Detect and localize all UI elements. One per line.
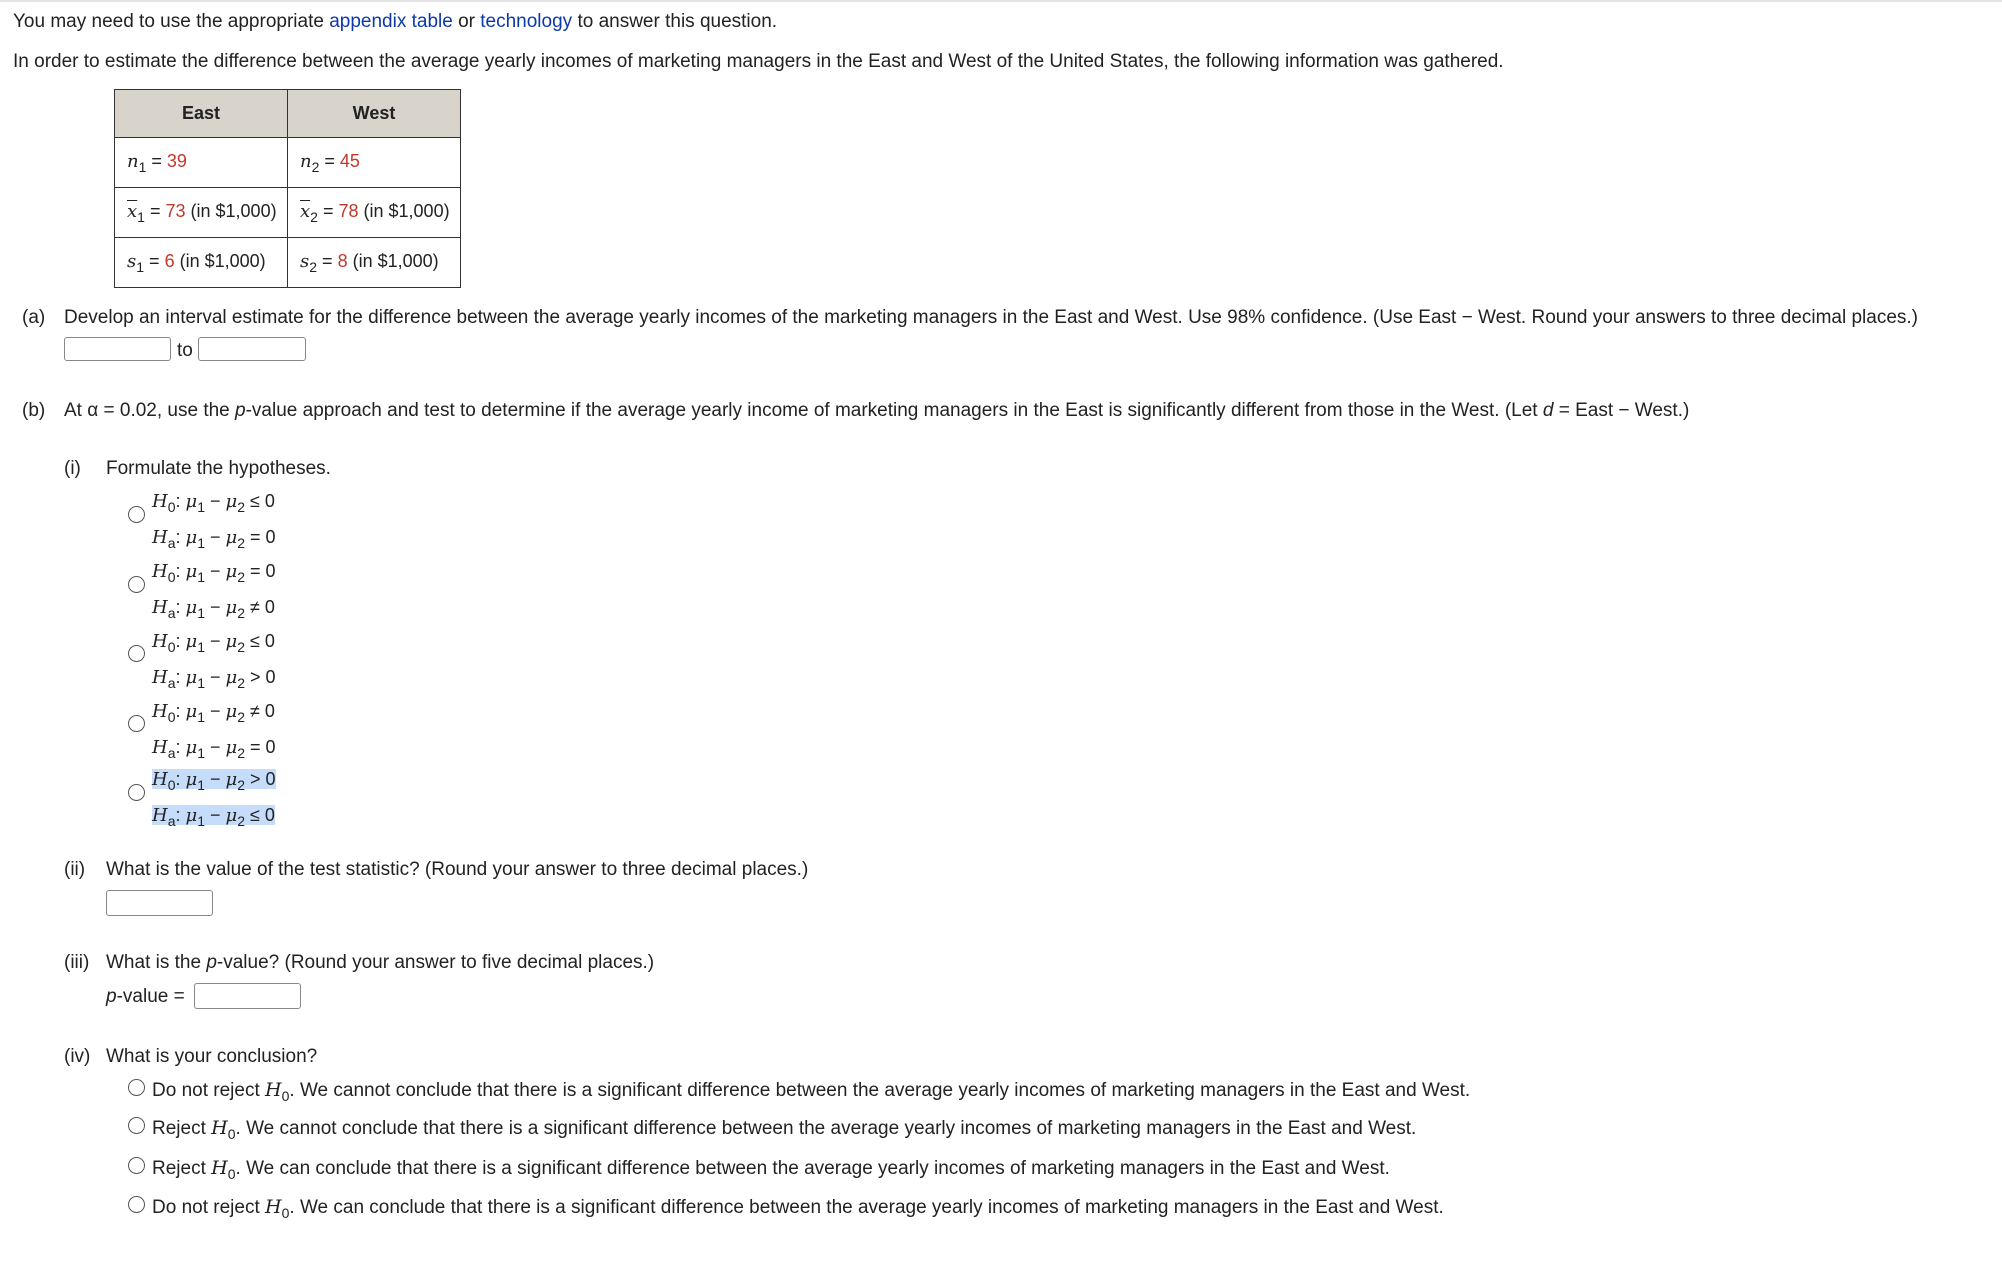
h0-line: $H_0$: $\mu_1 - \mu_2 \le 0$ [152,631,275,655]
part-iii-text [106,952,654,974]
h0-line: $H_0$: $\mu_1 - \mu_2 \le 0$ [152,491,275,515]
conclusion-text: . We cannot conclude that there is a significant difference between the average yearly incomes of marketing managers in the East and West. [235,1118,1417,1139]
p-italic: p [106,986,117,1007]
ha-line: $H_a$: $\mu_1 - \mu_2 \ne 0$ [152,597,275,621]
ha-operator: = 0 [250,527,276,547]
xbar2-value: 78 [338,200,359,221]
hypothesis-option-3[interactable] [152,626,276,698]
conclusion-option-2[interactable]: Reject $H_0$. We cannot conclude that there is a significant difference between the average yearly incomes of marketing managers in the East and West. [152,1117,1417,1142]
conclusion-action: Reject [152,1158,206,1179]
unit-label: (in $1,000) [190,200,277,221]
xbar1-value: 73 [165,200,186,221]
p-italic: p [235,400,246,421]
conclusion-text: . We cannot conclude that there is a significant difference between the average yearly incomes of marketing managers in the East and West. [289,1080,1471,1101]
conclusion-option-4-radio[interactable] [128,1196,145,1213]
intro-line [13,11,777,33]
hypothesis-option-2[interactable] [152,556,276,628]
cell-n2: $n_2 = 45$ [288,138,461,188]
conclusion-option-4[interactable]: Do not reject $H_0$. We can conclude that there is a significant difference between the average yearly incomes of marketing managers in the East and West. [152,1196,1444,1221]
d-italic: d [1542,400,1554,421]
unit-label: (in $1,000) [363,200,450,221]
n2-value: 45 [339,150,360,171]
ha-operator: ≤ 0 [250,805,275,825]
alpha-value: α = 0.02 [87,400,157,421]
header-east: East [115,90,288,138]
ha-operator: ≠ 0 [250,597,275,617]
ha-line: $H_a$: $\mu_1 - \mu_2 = 0$ [152,527,276,551]
ha-line: $H_a$: $\mu_1 - \mu_2 > 0$ [152,667,276,691]
part-a-text: Develop an interval estimate for the difference between the average yearly incomes of the marketing managers in the East and West. Use 98% confidence. (Use East − West. Round your answers to three decimal places.) [64,307,1918,328]
ha-line: $H_a$: $\mu_1 - \mu_2 = 0$ [152,737,276,761]
top-border [0,0,2002,2]
conclusion-action: Reject [152,1118,206,1139]
h0-operator: = 0 [250,561,276,581]
part-b-text [64,400,1689,422]
conclusion-option-1-radio[interactable] [128,1079,145,1096]
problem-text: In order to estimate the difference between the average yearly incomes of marketing managers in the East and West of the United States, the following information was gathered. [13,51,1504,72]
hypothesis-option-5-radio[interactable] [128,784,145,801]
part-iii-post: -value? (Round your answer to five decimal places.) [216,952,655,973]
part-ii-label: (ii) [64,859,86,880]
cell-xbar2: $\overline{x}_2 = 78$ (in $1,000) [288,188,461,238]
interval-upper-input[interactable] [198,337,306,361]
h0-operator: > 0 [250,769,276,789]
unit-label: (in $1,000) [352,250,439,271]
intro-pre: You may need to use the appropriate [13,11,330,32]
to-label: to [177,340,193,361]
header-west: West [288,90,461,138]
ha-operator: = 0 [250,737,276,757]
conclusion-option-3-radio[interactable] [128,1157,145,1174]
h0-line: $H_0$: $\mu_1 - \mu_2 \ne 0$ [152,701,275,725]
p-value-field-label: -value = [116,986,185,1007]
part-b-end: = East − West.) [1553,400,1690,421]
selection-highlight: $H_0$: $\mu_1 - \mu_2 > 0$ [152,769,276,793]
hypothesis-option-1-radio[interactable] [128,506,145,523]
n1-value: 39 [166,150,187,171]
h0-operator: ≠ 0 [250,701,275,721]
s2-value: 8 [337,250,348,271]
cell-n1: $n_1 = 39$ [115,138,288,188]
conclusion-option-3[interactable]: Reject $H_0$. We can conclude that there is a significant difference between the average yearly incomes of marketing managers in the East and West. [152,1157,1390,1182]
conclusion-option-2-radio[interactable] [128,1117,145,1134]
intro-mid: or [452,11,481,32]
unit-label: (in $1,000) [179,250,266,271]
p-italic: p [206,952,217,973]
conclusion-action: Do not reject [152,1197,260,1218]
part-iii-pre: What is the [106,952,207,973]
part-a-label: (a) [22,307,46,328]
h0-line: $H_0$: $\mu_1 - \mu_2 = 0$ [152,561,276,585]
interval-lower-input[interactable] [64,337,171,361]
h0-operator: ≤ 0 [250,631,275,651]
hypothesis-option-2-radio[interactable] [128,576,145,593]
part-b-mid: , use the [156,400,236,421]
part-iv-text: What is your conclusion? [106,1046,318,1067]
data-table [114,89,461,288]
part-b-label: (b) [22,400,46,421]
h0-line [152,764,276,800]
part-b-pre: At [64,400,88,421]
hypothesis-option-4[interactable] [152,696,276,768]
cell-s2: $s_2 = 8$ (in $1,000) [288,238,461,288]
part-i-text: Formulate the hypotheses. [106,458,331,479]
conclusion-action: Do not reject [152,1080,260,1101]
technology-link[interactable]: technology [480,11,573,32]
part-iv-label: (iv) [64,1046,91,1067]
intro-post: to answer this question. [572,11,778,32]
part-ii-text: What is the value of the test statistic? (Round your answer to three decimal places.) [106,859,809,880]
cell-s1: $s_1 = 6$ (in $1,000) [115,238,288,288]
part-i-label: (i) [64,458,81,479]
conclusion-text: . We can conclude that there is a significant difference between the average yearly incomes of marketing managers in the East and West. [235,1158,1390,1179]
hypothesis-option-5[interactable] [152,764,276,836]
conclusion-text: . We can conclude that there is a significant difference between the average yearly incomes of marketing managers in the East and West. [289,1197,1444,1218]
s1-value: 6 [164,250,175,271]
cell-xbar1: $\overline{x}_1 = 73$ (in $1,000) [115,188,288,238]
hypothesis-option-1[interactable] [152,486,276,558]
hypothesis-option-4-radio[interactable] [128,715,145,732]
selection-highlight: $H_a$: $\mu_1 - \mu_2 \le 0$ [152,805,275,829]
hypothesis-option-3-radio[interactable] [128,645,145,662]
p-value-input[interactable] [194,983,301,1009]
p-value-label [106,986,185,1008]
conclusion-option-1[interactable]: Do not reject $H_0$. We cannot conclude that there is a significant difference between the average yearly incomes of marketing managers in the East and West. [152,1079,1471,1104]
appendix-table-link[interactable]: appendix table [329,11,453,32]
part-iii-label: (iii) [64,952,90,973]
part-b-post: -value approach and test to determine if the average yearly income of marketing managers in the East is significantly different from those in the West. (Let [245,400,1543,421]
h0-operator: ≤ 0 [250,491,275,511]
ha-line [152,800,276,836]
ha-operator: > 0 [250,667,276,687]
test-statistic-input[interactable] [106,890,213,916]
